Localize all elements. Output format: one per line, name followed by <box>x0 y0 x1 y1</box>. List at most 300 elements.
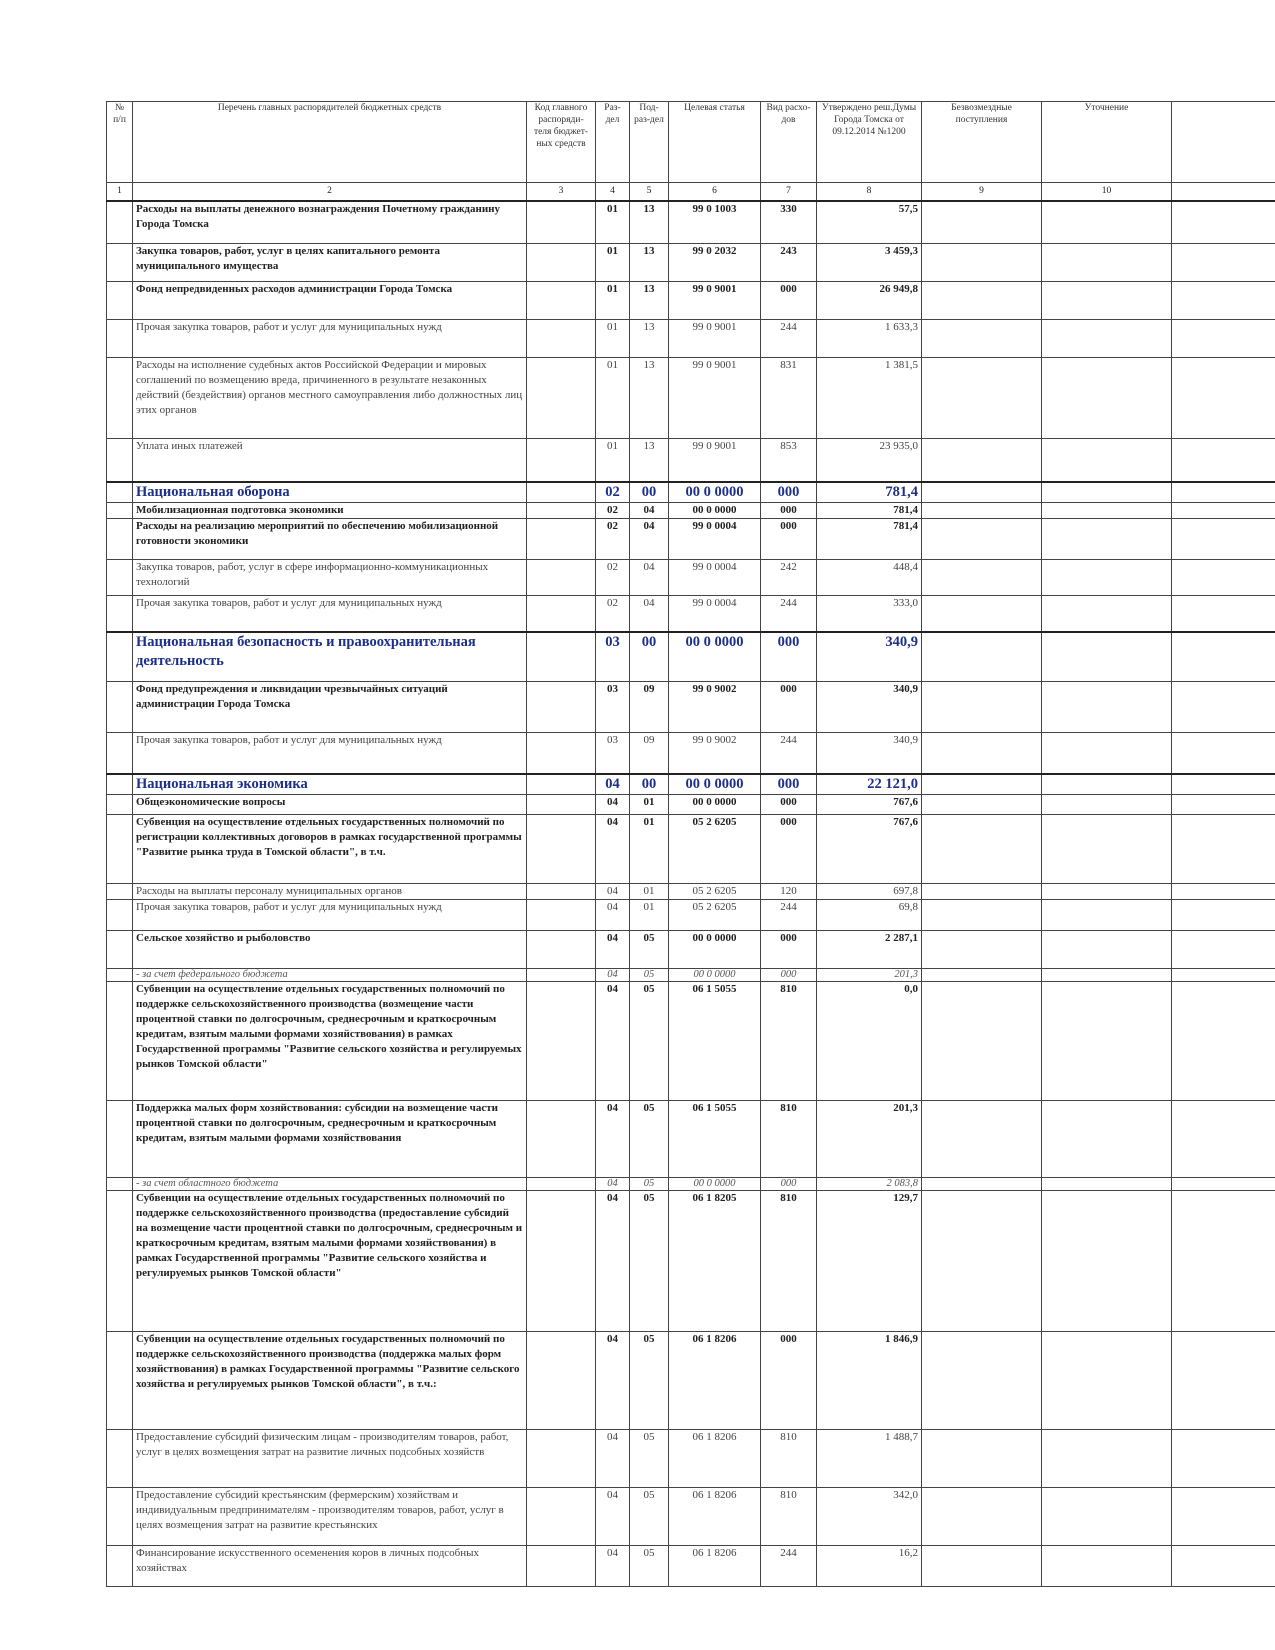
row-target-article: 06 1 5055 <box>669 982 761 1101</box>
row-free-receipts <box>922 900 1042 931</box>
row-name: Субвенции на осуществление отдельных государственных полномочий по поддержке сельскохозяйственного производства (поддержка малых форм хозяйствования) в рамках Государственной программы "Развитие сельского хозяйства и регулируемых рынков Томской области", в т.ч.: <box>133 1332 527 1430</box>
row-clarification <box>1042 969 1172 982</box>
row-code <box>527 596 596 633</box>
row-razdel: 04 <box>596 1101 630 1178</box>
row-free-receipts <box>922 1101 1042 1178</box>
row-expense-type: 000 <box>761 795 817 815</box>
row-expense-type: 243 <box>761 244 817 282</box>
row-target-article: 99 0 9001 <box>669 320 761 358</box>
row-approved-amount: 781,4 <box>817 519 922 560</box>
table-row <box>107 201 1275 244</box>
row-podrazdel: 09 <box>630 682 669 733</box>
row-expense-type: 831 <box>761 358 817 439</box>
row-clarification <box>1042 320 1172 358</box>
row-approved-amount: 333,0 <box>817 596 922 633</box>
row-expense-type: 853 <box>761 439 817 483</box>
row-expense-type: 000 <box>761 503 817 519</box>
row-name: Национальная экономика <box>133 774 527 795</box>
row-razdel: 01 <box>596 244 630 282</box>
row-podrazdel: 05 <box>630 1546 669 1587</box>
row-free-receipts <box>922 596 1042 633</box>
row-target-article: 06 1 8206 <box>669 1488 761 1546</box>
row-podrazdel: 01 <box>630 884 669 900</box>
row-target-article: 00 0 0000 <box>669 931 761 969</box>
row-code <box>527 1332 596 1430</box>
row-name: Расходы на выплаты денежного вознаграждения Почетному гражданину Города Томска <box>133 201 527 244</box>
table-row <box>107 282 1275 320</box>
row-razdel: 04 <box>596 815 630 884</box>
row-clarification <box>1042 519 1172 560</box>
row-name: Расходы на реализацию мероприятий по обеспечению мобилизационной готовности экономики <box>133 519 527 560</box>
row-podrazdel: 05 <box>630 1332 669 1430</box>
row-clarification <box>1042 439 1172 483</box>
row-extra <box>1172 1332 1275 1430</box>
table-row <box>107 1488 1275 1546</box>
table-row <box>107 244 1275 282</box>
table-row <box>107 1178 1275 1191</box>
row-extra <box>1172 1546 1275 1587</box>
row-clarification <box>1042 1488 1172 1546</box>
column-number: 9 <box>922 183 1042 202</box>
row-razdel: 04 <box>596 900 630 931</box>
row-extra <box>1172 244 1275 282</box>
row-approved-amount: 3 459,3 <box>817 244 922 282</box>
row-extra <box>1172 931 1275 969</box>
row-target-article: 99 0 0004 <box>669 596 761 633</box>
row-extra <box>1172 320 1275 358</box>
row-clarification <box>1042 682 1172 733</box>
row-free-receipts <box>922 1488 1042 1546</box>
budget-sheet <box>106 101 1275 1650</box>
row-code <box>527 632 596 682</box>
row-podrazdel: 13 <box>630 244 669 282</box>
row-free-receipts <box>922 982 1042 1101</box>
row-razdel: 02 <box>596 596 630 633</box>
row-expense-type: 244 <box>761 733 817 775</box>
row-code <box>527 733 596 775</box>
row-free-receipts <box>922 1191 1042 1332</box>
row-razdel: 04 <box>596 982 630 1101</box>
row-clarification <box>1042 733 1172 775</box>
row-code <box>527 969 596 982</box>
row-target-article: 05 2 6205 <box>669 900 761 931</box>
row-name: Мобилизационная подготовка экономики <box>133 503 527 519</box>
row-number <box>107 503 133 519</box>
table-row <box>107 774 1275 795</box>
row-expense-type: 000 <box>761 482 817 503</box>
row-number <box>107 482 133 503</box>
header-cell: Утверждено реш.Думы Города Томска от 09.12.2014 №1200 <box>817 102 922 183</box>
row-free-receipts <box>922 482 1042 503</box>
table-row <box>107 560 1275 596</box>
column-number: 3 <box>527 183 596 202</box>
row-podrazdel: 05 <box>630 1488 669 1546</box>
column-number: 8 <box>817 183 922 202</box>
table-body <box>107 201 1275 1587</box>
row-approved-amount: 23 935,0 <box>817 439 922 483</box>
row-code <box>527 560 596 596</box>
row-clarification <box>1042 931 1172 969</box>
row-name: Прочая закупка товаров, работ и услуг для муниципальных нужд <box>133 320 527 358</box>
row-name: Прочая закупка товаров, работ и услуг для муниципальных нужд <box>133 733 527 775</box>
header-cell: Вид расхо-дов <box>761 102 817 183</box>
row-approved-amount: 26 949,8 <box>817 282 922 320</box>
row-expense-type: 000 <box>761 682 817 733</box>
row-podrazdel: 00 <box>630 774 669 795</box>
row-extra <box>1172 596 1275 633</box>
row-extra <box>1172 815 1275 884</box>
row-razdel: 04 <box>596 1178 630 1191</box>
row-name: Закупка товаров, работ, услуг в целях капитального ремонта муниципального имущества <box>133 244 527 282</box>
row-name: - за счет областного бюджета <box>133 1178 527 1191</box>
row-extra <box>1172 884 1275 900</box>
row-code <box>527 682 596 733</box>
row-expense-type: 120 <box>761 884 817 900</box>
row-podrazdel: 05 <box>630 931 669 969</box>
row-podrazdel: 04 <box>630 596 669 633</box>
table-row <box>107 358 1275 439</box>
row-approved-amount: 340,9 <box>817 632 922 682</box>
row-razdel: 02 <box>596 482 630 503</box>
row-podrazdel: 13 <box>630 439 669 483</box>
row-code <box>527 1488 596 1546</box>
row-free-receipts <box>922 1178 1042 1191</box>
row-number <box>107 1546 133 1587</box>
row-number <box>107 733 133 775</box>
row-name: Прочая закупка товаров, работ и услуг для муниципальных нужд <box>133 596 527 633</box>
table-row <box>107 931 1275 969</box>
row-clarification <box>1042 282 1172 320</box>
row-clarification <box>1042 815 1172 884</box>
budget-table <box>106 101 1275 1587</box>
row-target-article: 99 0 9001 <box>669 282 761 320</box>
row-code <box>527 439 596 483</box>
row-extra <box>1172 682 1275 733</box>
row-podrazdel: 13 <box>630 320 669 358</box>
row-approved-amount: 22 121,0 <box>817 774 922 795</box>
row-podrazdel: 01 <box>630 815 669 884</box>
table-row <box>107 969 1275 982</box>
row-free-receipts <box>922 815 1042 884</box>
row-podrazdel: 09 <box>630 733 669 775</box>
row-target-article: 00 0 0000 <box>669 632 761 682</box>
row-name: Предоставление субсидий физическим лицам - производителям товаров, работ, услуг в целях возмещения затрат на развитие личных подсобных хозяйств <box>133 1430 527 1488</box>
row-razdel: 04 <box>596 884 630 900</box>
row-target-article: 00 0 0000 <box>669 774 761 795</box>
row-free-receipts <box>922 201 1042 244</box>
row-clarification <box>1042 1101 1172 1178</box>
row-name: Субвенции на осуществление отдельных государственных полномочий по поддержке сельскохозяйственного производства (предоставление субсидий на возмещение части процентной ставки по долгосрочным, среднесрочным и краткосрочным кредитам, взятым малыми формами хозяйствования) в рамках Государственной программы "Развитие сельского хозяйства и регулируемых рынков Томской области" <box>133 1191 527 1332</box>
header-cell: Под-раз-дел <box>630 102 669 183</box>
row-clarification <box>1042 795 1172 815</box>
row-podrazdel: 01 <box>630 900 669 931</box>
row-extra <box>1172 969 1275 982</box>
column-number: 7 <box>761 183 817 202</box>
row-clarification <box>1042 201 1172 244</box>
header-cell: № п/п <box>107 102 133 183</box>
row-code <box>527 320 596 358</box>
column-number: 2 <box>133 183 527 202</box>
row-expense-type: 810 <box>761 982 817 1101</box>
row-expense-type: 244 <box>761 900 817 931</box>
row-free-receipts <box>922 503 1042 519</box>
column-number: 5 <box>630 183 669 202</box>
row-name: Общеэкономические вопросы <box>133 795 527 815</box>
row-target-article: 06 1 8206 <box>669 1430 761 1488</box>
row-clarification <box>1042 560 1172 596</box>
row-number <box>107 884 133 900</box>
row-approved-amount: 201,3 <box>817 969 922 982</box>
row-name: Субвенции на осуществление отдельных государственных полномочий по поддержке сельскохозяйственного производства (возмещение части процентной ставки по долгосрочным, среднесрочным и краткосрочным кредитам, взятым малыми формами хозяйствования) в рамках Государственной программы "Развитие сельского хозяйства и регулируемых рынков Томской области" <box>133 982 527 1101</box>
row-approved-amount: 69,8 <box>817 900 922 931</box>
row-number <box>107 931 133 969</box>
row-expense-type: 000 <box>761 1332 817 1430</box>
row-free-receipts <box>922 358 1042 439</box>
row-name: Сельское хозяйство и рыболовство <box>133 931 527 969</box>
row-expense-type: 000 <box>761 1178 817 1191</box>
row-podrazdel: 04 <box>630 503 669 519</box>
row-free-receipts <box>922 519 1042 560</box>
row-razdel: 03 <box>596 682 630 733</box>
row-approved-amount: 16,2 <box>817 1546 922 1587</box>
row-approved-amount: 340,9 <box>817 682 922 733</box>
row-free-receipts <box>922 733 1042 775</box>
row-extra <box>1172 1488 1275 1546</box>
row-free-receipts <box>922 931 1042 969</box>
row-target-article: 99 0 9001 <box>669 358 761 439</box>
row-razdel: 04 <box>596 1430 630 1488</box>
table-row <box>107 503 1275 519</box>
row-code <box>527 519 596 560</box>
header-cell: Код главного распоряди-теля бюджет-ных средств <box>527 102 596 183</box>
row-podrazdel: 04 <box>630 519 669 560</box>
row-razdel: 01 <box>596 439 630 483</box>
row-razdel: 01 <box>596 201 630 244</box>
row-expense-type: 000 <box>761 815 817 884</box>
row-number <box>107 1488 133 1546</box>
column-number: 4 <box>596 183 630 202</box>
row-free-receipts <box>922 1332 1042 1430</box>
row-code <box>527 1101 596 1178</box>
row-expense-type: 244 <box>761 596 817 633</box>
row-name: Поддержка малых форм хозяйствования: субсидии на возмещение части процентной ставки по долгосрочным, среднесрочным и краткосрочным кредитам, взятым малыми формами хозяйствования <box>133 1101 527 1178</box>
row-extra <box>1172 795 1275 815</box>
row-expense-type: 000 <box>761 969 817 982</box>
row-target-article: 00 0 0000 <box>669 482 761 503</box>
row-target-article: 00 0 0000 <box>669 795 761 815</box>
row-approved-amount: 201,3 <box>817 1101 922 1178</box>
row-clarification <box>1042 596 1172 633</box>
row-name: Прочая закупка товаров, работ и услуг для муниципальных нужд <box>133 900 527 931</box>
row-clarification <box>1042 884 1172 900</box>
table-row <box>107 982 1275 1101</box>
row-razdel: 01 <box>596 282 630 320</box>
row-number <box>107 358 133 439</box>
row-extra <box>1172 560 1275 596</box>
row-number <box>107 982 133 1101</box>
row-target-article: 06 1 5055 <box>669 1101 761 1178</box>
row-razdel: 04 <box>596 931 630 969</box>
row-code <box>527 482 596 503</box>
column-number-row <box>107 183 1275 202</box>
row-code <box>527 982 596 1101</box>
row-clarification <box>1042 1546 1172 1587</box>
row-number <box>107 560 133 596</box>
row-code <box>527 244 596 282</box>
row-razdel: 04 <box>596 1191 630 1332</box>
row-number <box>107 244 133 282</box>
row-approved-amount: 781,4 <box>817 482 922 503</box>
row-extra <box>1172 1191 1275 1332</box>
row-extra <box>1172 201 1275 244</box>
row-number <box>107 1101 133 1178</box>
row-code <box>527 358 596 439</box>
row-clarification <box>1042 503 1172 519</box>
row-extra <box>1172 774 1275 795</box>
row-target-article: 00 0 0000 <box>669 969 761 982</box>
row-name: Фонд непредвиденных расходов администрации Города Томска <box>133 282 527 320</box>
row-target-article: 99 0 0004 <box>669 560 761 596</box>
header-row <box>107 102 1275 183</box>
row-podrazdel: 05 <box>630 982 669 1101</box>
row-name: Расходы на выплаты персоналу муниципальных органов <box>133 884 527 900</box>
row-razdel: 02 <box>596 503 630 519</box>
row-razdel: 01 <box>596 358 630 439</box>
row-free-receipts <box>922 560 1042 596</box>
row-target-article: 99 0 0004 <box>669 519 761 560</box>
header-cell: Безвозмездные поступления <box>922 102 1042 183</box>
header-cell: Целевая статья <box>669 102 761 183</box>
row-extra <box>1172 982 1275 1101</box>
table-row <box>107 1332 1275 1430</box>
row-number <box>107 632 133 682</box>
table-row <box>107 1191 1275 1332</box>
row-expense-type: 810 <box>761 1101 817 1178</box>
row-approved-amount: 448,4 <box>817 560 922 596</box>
row-approved-amount: 781,4 <box>817 503 922 519</box>
row-approved-amount: 767,6 <box>817 815 922 884</box>
row-approved-amount: 0,0 <box>817 982 922 1101</box>
table-row <box>107 632 1275 682</box>
row-code <box>527 795 596 815</box>
table-row <box>107 482 1275 503</box>
row-code <box>527 931 596 969</box>
row-free-receipts <box>922 439 1042 483</box>
row-approved-amount: 1 381,5 <box>817 358 922 439</box>
row-razdel: 03 <box>596 733 630 775</box>
row-podrazdel: 13 <box>630 201 669 244</box>
row-clarification <box>1042 1191 1172 1332</box>
row-expense-type: 242 <box>761 560 817 596</box>
row-expense-type: 810 <box>761 1488 817 1546</box>
row-extra <box>1172 733 1275 775</box>
row-approved-amount: 2 287,1 <box>817 931 922 969</box>
row-name: Уплата иных платежей <box>133 439 527 483</box>
table-row <box>107 815 1275 884</box>
row-clarification <box>1042 632 1172 682</box>
header-cell <box>1172 102 1275 183</box>
header-cell: Уточнение <box>1042 102 1172 183</box>
row-free-receipts <box>922 795 1042 815</box>
row-number <box>107 1332 133 1430</box>
row-name: Фонд предупреждения и ликвидации чрезвычайных ситуаций администрации Города Томска <box>133 682 527 733</box>
row-razdel: 02 <box>596 560 630 596</box>
row-extra <box>1172 1178 1275 1191</box>
row-clarification <box>1042 1178 1172 1191</box>
row-free-receipts <box>922 244 1042 282</box>
row-target-article: 05 2 6205 <box>669 884 761 900</box>
row-number <box>107 201 133 244</box>
row-code <box>527 774 596 795</box>
row-target-article: 05 2 6205 <box>669 815 761 884</box>
table-row <box>107 320 1275 358</box>
row-approved-amount: 2 083,8 <box>817 1178 922 1191</box>
row-name: - за счет федерального бюджета <box>133 969 527 982</box>
row-expense-type: 244 <box>761 320 817 358</box>
row-podrazdel: 13 <box>630 358 669 439</box>
table-row <box>107 1101 1275 1178</box>
row-name: Закупка товаров, работ, услуг в сфере информационно-коммуникационных технологий <box>133 560 527 596</box>
row-number <box>107 1191 133 1332</box>
row-expense-type: 330 <box>761 201 817 244</box>
row-approved-amount: 697,8 <box>817 884 922 900</box>
row-podrazdel: 05 <box>630 1430 669 1488</box>
row-free-receipts <box>922 320 1042 358</box>
row-extra <box>1172 282 1275 320</box>
row-free-receipts <box>922 282 1042 320</box>
row-code <box>527 884 596 900</box>
row-expense-type: 810 <box>761 1191 817 1332</box>
row-number <box>107 969 133 982</box>
row-free-receipts <box>922 632 1042 682</box>
column-number: 6 <box>669 183 761 202</box>
table-row <box>107 884 1275 900</box>
row-target-article: 00 0 0000 <box>669 1178 761 1191</box>
table-row <box>107 1430 1275 1488</box>
row-code <box>527 815 596 884</box>
row-approved-amount: 129,7 <box>817 1191 922 1332</box>
row-number <box>107 282 133 320</box>
row-name: Субвенция на осуществление отдельных государственных полномочий по регистрации коллективных договоров в рамках государственной программы "Развитие рынка труда в Томской области", в т.ч. <box>133 815 527 884</box>
row-razdel: 04 <box>596 1488 630 1546</box>
row-razdel: 01 <box>596 320 630 358</box>
row-code <box>527 1191 596 1332</box>
row-extra <box>1172 1430 1275 1488</box>
row-razdel: 03 <box>596 632 630 682</box>
table-row <box>107 900 1275 931</box>
row-number <box>107 1178 133 1191</box>
row-extra <box>1172 503 1275 519</box>
row-target-article: 99 0 9001 <box>669 439 761 483</box>
row-extra <box>1172 1101 1275 1178</box>
row-number <box>107 900 133 931</box>
row-razdel: 04 <box>596 774 630 795</box>
table-row <box>107 795 1275 815</box>
row-target-article: 06 1 8206 <box>669 1332 761 1430</box>
table-row <box>107 439 1275 483</box>
row-target-article: 99 0 9002 <box>669 682 761 733</box>
row-number <box>107 815 133 884</box>
row-extra <box>1172 900 1275 931</box>
header-cell: Перечень главных распорядителей бюджетных средств <box>133 102 527 183</box>
row-name: Национальная оборона <box>133 482 527 503</box>
row-razdel: 04 <box>596 1332 630 1430</box>
row-target-article: 06 1 8205 <box>669 1191 761 1332</box>
row-razdel: 02 <box>596 519 630 560</box>
row-approved-amount: 342,0 <box>817 1488 922 1546</box>
row-approved-amount: 1 633,3 <box>817 320 922 358</box>
row-free-receipts <box>922 884 1042 900</box>
